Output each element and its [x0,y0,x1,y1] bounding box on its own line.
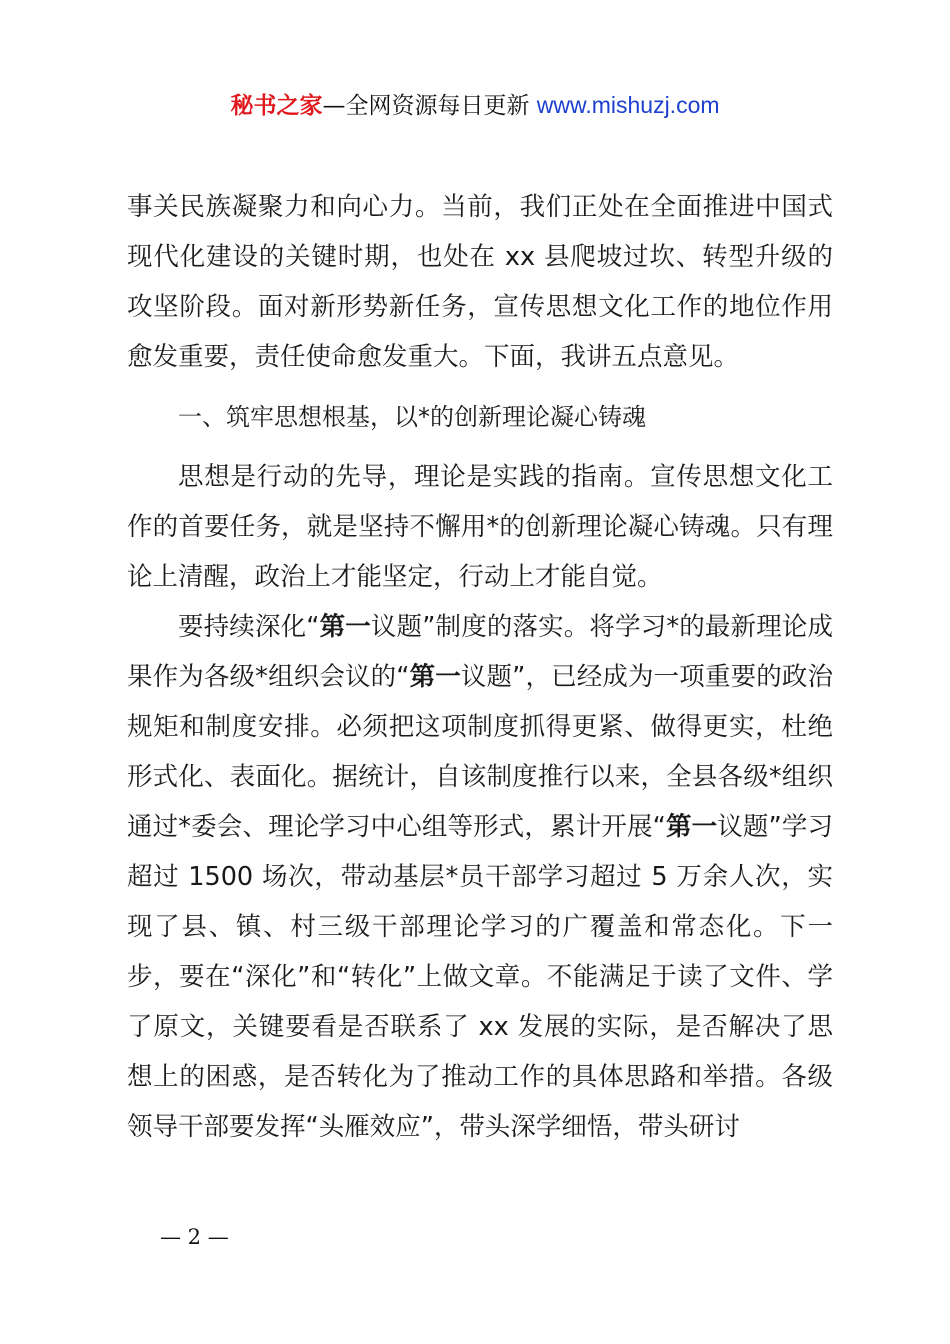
document-body [127,182,833,1152]
paragraph-theory: 思想是行动的先导，理论是实践的指南。宣传思想文化工作的首要任务，就是坚持不懈用*的创新理论凝心铸魂。只有理论上清醒，政治上才能坚定，行动上才能自觉。 [127,462,833,592]
section-heading: 一、筑牢思想根基，以*的创新理论凝心铸魂 [178,403,646,431]
paragraph-continuation: 事关民族凝聚力和向心力。当前，我们正处在全面推进中国式现代化建设的关键时期，也处在 xx 县爬坡过坎、转型升级的攻坚阶段。面对新形势新任务，宣传思想文化工作的地位作用愈发重要，责任使命愈发重大。下面，我讲五点意见。 [127,192,833,372]
brand-name: 秘书之家 [230,93,323,119]
header-url: www.mishuzj.com [536,92,720,118]
site-header [0,88,950,123]
paragraph-first-topic: 要持续深化“第一议题”制度的落实。将学习*的最新理论成果作为各级*组织会议的“第一议题”，已经成为一项重要的政治规矩和制度安排。必须把这项制度抓得更紧、做得更实，杜绝形式化、表面化。据统计，自该制度推行以来，全县各级*组织通过*委会、理论学习中心组等形式，累计开展“第一议题”学习超过 1500 场次，带动基层*员干部学习超过 5 万余人次，实现了县、镇、村三级干部理论学习的广覆盖和常态化。下一步，要在“深化”和“转化”上做文章。不能满足于读了文件、学了原文，关键要看是否联系了 xx 发展的实际，是否解决了思想上的困惑，是否转化为了推动工作的具体思路和举措。各级领导干部要发挥“头雁效应”，带头深学细悟，带头研讨 [127,612,833,1142]
header-slogan: —全网资源每日更新 [322,93,537,119]
page-number: — 2 — [160,1225,229,1249]
